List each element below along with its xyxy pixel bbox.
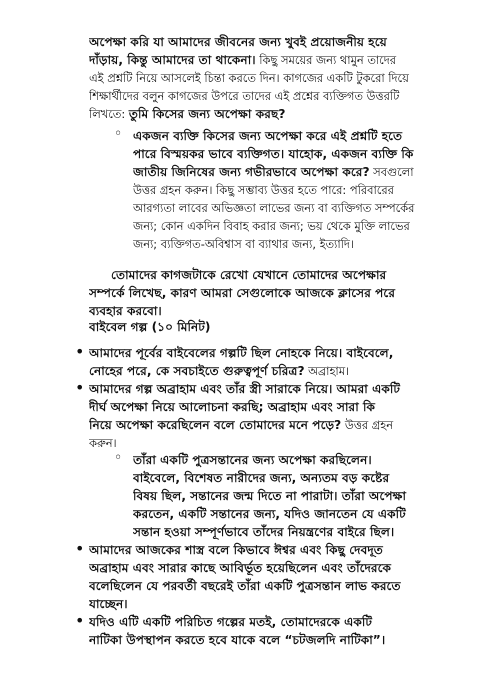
- sub-bullet-line: [133, 505, 478, 523]
- sub-bullet-line: [133, 181, 478, 199]
- bullet-bold-text: অব্রাহাম এবং সারার কাছে আবির্ভূত হয়েছিলেন এবং তাঁদেরকে: [89, 561, 392, 575]
- bullet-line: [89, 416, 474, 434]
- sub-bullet-line: [133, 163, 478, 181]
- intro-text: শিক্ষার্থীদের বলুন কাগজের উপরে তাদের এই প্রশ্নের ব্যক্তিগত উত্তরটি: [89, 89, 400, 103]
- sub-bullet-text: সবগুলো: [369, 165, 414, 179]
- intro-text: লিখতে:: [89, 107, 126, 121]
- bullet-marker: [75, 343, 84, 363]
- intro-bold-text: দাঁড়ায়, কিন্তু আমাদের তা থাকেনা।: [89, 53, 256, 67]
- bullet-line: [89, 344, 474, 362]
- bullet-line: [89, 541, 479, 559]
- bullet-bold-text: আমাদের পূর্বের বাইবেলের গল্পটি ছিল নোহকে নিয়ে। বাইবেলে,: [89, 346, 394, 360]
- sub-bullet-bold-text: সন্তান হওয়া সম্পূর্ণভাবে তাঁদের নিয়ন্ত্রণের বাইরে ছিল।: [133, 525, 395, 539]
- bullet-marker: [75, 379, 84, 399]
- section-heading-line: [89, 318, 474, 336]
- paper-line: [89, 266, 474, 284]
- bullet-bold-text: নোহের পরে, কে সবচাইতে গুরুত্বপূর্ণ চরিত্র?: [89, 364, 305, 378]
- bullet-text: অব্রাহাম।: [304, 364, 350, 378]
- sub-bullet-line: [133, 217, 478, 235]
- paper-line: [89, 284, 474, 302]
- paper-text: ব্যবহার করবো।: [89, 304, 162, 318]
- bullet-bold-text: যদিও এটি একটি পরিচিত গল্পের মতই, তোমাদেরকে একটি: [89, 615, 373, 629]
- bullet-line: [89, 577, 479, 595]
- bullet-3: [89, 541, 479, 613]
- intro-line: [89, 69, 474, 87]
- sub-bullet-2: [133, 451, 478, 541]
- sub-bullet-line: [133, 145, 478, 163]
- bullet-bold-text: বলেছিলেন যে পরবর্তী বছরেই তাঁরা একটি পুত্রসন্তান লাভ করতে: [89, 579, 401, 593]
- sub-bullet-bold-text: করতেন, একটি সন্তানের জন্য, যদিও জানতেন যে একটি: [133, 507, 406, 521]
- bullet-line: [89, 613, 479, 631]
- bullet-line: [89, 362, 474, 380]
- sub-bullet-bold-text: তাঁরা একটি পুত্রসন্তানের জন্য অপেক্ষা করছিলেন।: [133, 453, 372, 467]
- paper-text: সম্পর্কে লিখেছ, কারণ আমরা সেগুলোকে আজকে ক্লাসের পরে: [89, 286, 396, 300]
- sub-bullet-bold-text: একজন ব্যক্তি কিসের জন্য অপেক্ষা করে এই প্রশ্নটি হতে: [133, 129, 403, 143]
- sub-bullet-line: [133, 451, 478, 469]
- sub-bullet-bold-text: পারে বিস্ময়কর ভাবে ব্যক্তিগত। যাহোক, একজন ব্যক্তি কি: [133, 147, 414, 161]
- bullet-line: [89, 380, 474, 398]
- sub-bullet-bold-text: বাইবেলে, বিশেষত নারীদের জন্য, অন্যতম বড় কষ্টের: [133, 471, 390, 485]
- sub-bullet-line: [133, 487, 478, 505]
- intro-line: [89, 105, 474, 123]
- paper-text: তোমাদের কাগজটাকে রেখো যেখানে তোমাদের অপেক্ষার: [111, 268, 387, 282]
- sub-bullet-line: [133, 127, 478, 145]
- sub-bullet-marker: [114, 125, 122, 144]
- bullet-bold-text: আমাদের গল্প অব্রাহাম এবং তাঁর স্ত্রী সারাকে নিয়ে। আমরা একটি: [89, 382, 401, 396]
- bullet-bold-text: নিয়ে অপেক্ষা করেছিলেন বলে তোমাদের মনে পড়ে?: [89, 418, 342, 432]
- section-heading-text: বাইবেল গল্প (১০ মিনিট): [89, 320, 211, 334]
- bullet-text: উত্তর গ্রহন: [341, 418, 394, 432]
- sub-bullet-text: আরগ্যতা লাবের অভিজ্ঞতা লাভের জন্য বা ব্যক্তিগত সম্পর্কের: [133, 201, 415, 215]
- sub-bullet-line: [133, 469, 478, 487]
- sub-bullet-line: [133, 523, 478, 541]
- sub-bullet-text: জন্য; ব্যক্তিগত-অবিশ্বাস বা ব্যাথার জন্য, ইত্যাদি।: [133, 237, 354, 251]
- intro-question: তুমি কিসের জন্য অপেক্ষা করছ?: [128, 107, 286, 121]
- bullet-4: [89, 613, 479, 649]
- section-heading: [89, 318, 474, 336]
- intro-text: এই প্রশ্নটি নিয়ে আসলেই চিন্তা করতে দিন। কাগজের একটি টুকরো দিয়ে: [89, 71, 409, 85]
- bullet-line: [89, 434, 474, 452]
- bullet-bold-text: নাটিকা উপস্থাপন করতে হবে যাকে বলে “চটজলদি নাটিকা”।: [89, 633, 386, 647]
- bullet-line: [89, 398, 474, 416]
- sub-bullet-bold-text: জাতীয় জিনিষের জন্য গভীরভাবে অপেক্ষা করে?: [133, 165, 370, 179]
- bullet-line: [89, 595, 479, 613]
- bullet-line: [89, 559, 479, 577]
- sub-bullet-1: [133, 127, 478, 253]
- bullet-bold-text: দীর্ঘ অপেক্ষা নিয়ে আলোচনা করছি; অব্রাহাম এবং সারা কি: [89, 400, 376, 414]
- paper-paragraph: [89, 266, 474, 320]
- bullet-line: [89, 631, 479, 649]
- intro-line: [89, 87, 474, 105]
- intro-line: [89, 51, 474, 69]
- intro-paragraph: [89, 33, 474, 123]
- bullet-1: [89, 344, 474, 380]
- sub-bullet-line: [133, 235, 478, 253]
- bullet-bold-text: যাচ্ছেন।: [89, 597, 128, 611]
- intro-bold-text: অপেক্ষা করি যা আমাদের জীবনের জন্য খুবই প্রয়োজনীয় হয়ে: [89, 35, 387, 49]
- intro-line: [89, 33, 474, 51]
- sub-bullet-bold-text: বিষয় ছিল, সন্তানের জন্ম দিতে না পারাটা। তাঁরা অপেক্ষা: [133, 489, 407, 503]
- sub-bullet-marker: [114, 449, 122, 468]
- bullet-2: [89, 380, 474, 452]
- bullet-bold-text: আমাদের আজকের শাস্ত্র বলে কিভাবে ঈশ্বর এবং কিছু দেবদূত: [89, 543, 383, 557]
- sub-bullet-line: [133, 199, 478, 217]
- sub-bullet-text: জন্য; কোন একদিন বিবাহ করার জন্য; ভয় থেকে মুক্তি লাভের: [133, 219, 410, 233]
- bullet-marker: [75, 540, 84, 560]
- bullet-text: করুন।: [89, 436, 117, 450]
- sub-bullet-text: উত্তর গ্রহন করুন। কিছু সম্ভাব্য উত্তর হতে পারে: পরিবারের: [133, 183, 394, 197]
- intro-text: কিছু সময়ের জন্য থামুন তাদের: [255, 53, 397, 67]
- bullet-marker: [75, 612, 84, 632]
